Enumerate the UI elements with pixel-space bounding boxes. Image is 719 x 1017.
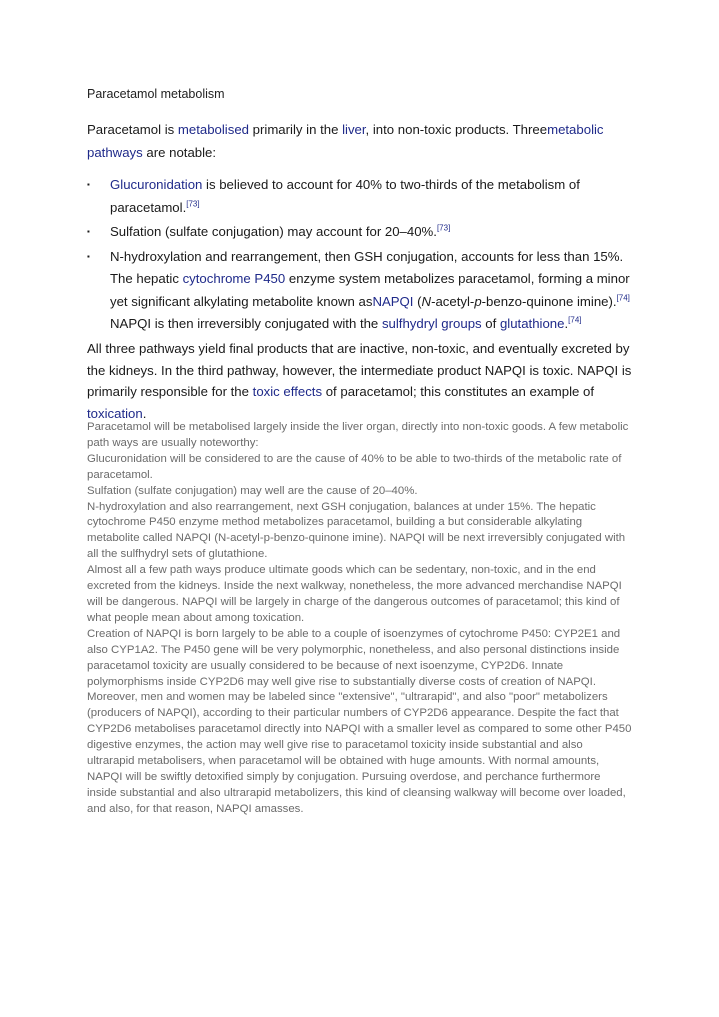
intro-text: are notable: xyxy=(142,145,217,160)
intro-paragraph xyxy=(87,118,627,164)
grey-paragraph: Almost all a few path ways produce ultimate goods which can be sedentary, non-toxic, and in the end excreted from the kidneys. Inside the next walkway, nonetheless, the more advanced merchandise NAPQI will be dangerous. NAPQI will be largely in charge of the dangerous outcomes of paracetamol; this kind of what people mean about among toxication. xyxy=(87,564,622,624)
square-bullet-icon: ▪ xyxy=(87,251,90,261)
list-item-text: enzyme system metabolizes paracetamol, forming a minor yet significant alkylating metabolite known as xyxy=(110,271,630,309)
italic-n: N xyxy=(421,293,432,309)
rewritten-text-block xyxy=(87,420,632,818)
reference-link[interactable]: [74] xyxy=(568,315,582,325)
list-item xyxy=(87,174,632,219)
link-toxication[interactable]: toxication xyxy=(87,405,143,421)
square-bullet-icon: ▪ xyxy=(87,227,90,236)
summary-text: . xyxy=(142,405,147,421)
summary-paragraph xyxy=(87,338,632,424)
list-item-text: N-hydroxylation and rearrangement, then GSH conjugation, accounts for less than 15%. The hepatic xyxy=(110,248,624,286)
list-item-text: -acetyl- xyxy=(431,293,475,309)
link-glucuronidation[interactable]: Glucuronidation xyxy=(110,177,203,192)
link-sulfhydryl-groups[interactable]: sulfhydryl groups xyxy=(381,316,482,331)
pathway-list xyxy=(87,174,632,338)
reference-link[interactable]: [74] xyxy=(616,293,630,303)
intro-text: primarily in the xyxy=(249,122,343,137)
grey-paragraph: Glucuronidation will be considered to are the cause of 40% to be able to two-thirds of the metabolic rate of paracetamol. xyxy=(87,452,622,481)
link-toxic-effects[interactable]: toxic effects xyxy=(252,384,323,399)
list-item xyxy=(87,246,632,336)
link-cytochrome-p450[interactable]: cytochrome P450 xyxy=(182,271,286,286)
list-item-text: -benzo-quinone imine). xyxy=(481,293,617,309)
grey-paragraph: Paracetamol will be metabolised largely inside the liver organ, directly into non-toxic goods. A few metabolic path ways are usually noteworthy: xyxy=(87,421,629,449)
italic-p: p xyxy=(474,293,482,309)
link-metabolised[interactable]: metabolised xyxy=(177,122,249,137)
grey-paragraph: Creation of NAPQI is born largely to be able to a couple of isoenzymes of cytochrome P450: CYP2E1 and also CYP1A2. The P450 gene will be very polymorphic, nonetheless, and also personal distinctions inside paracetamol toxicity are usually considered to be because of next isoenzyme, CYP2D6. Innate polymorphisms inside CYP2D6 may well give rise to substantially diverse costs of creation of NAPQI. Moreover, men and women may be labeled since "extensive", "ultrarapid", and also "poor" metabolizers (producers of NAPQI), according to their particular numbers of CYP2D6 appearance. Despite the fact that CYP2D6 metabolises paracetamol directly into NAPQI with a smaller level as compared to some other P450 digestive enzymes, the action may well give rise to paracetamol toxicity inside substantial and also ultrarapid metabolisers, when paracetamol will be obtained with huge amounts. With normal amounts, NAPQI will be swiftly detoxified simply by conjugation. Pursuing overdose, and perchance furthermore inside substantial and also ultrarapid metabolizers, this kind of cleansing walkway will become over loaded, and also, for that reason, NAPQI amasses. xyxy=(87,627,632,815)
list-item-text: of xyxy=(481,316,500,331)
list-item-text: Sulfation (sulfate conjugation) may account for 20–40%. xyxy=(110,224,437,239)
grey-paragraph: N-hydroxylation and also rearrangement, next GSH conjugation, balances at under 15%. The hepatic cytochrome P450 enzyme method metabolizes paracetamol, building a but considerable alkylating metabolite called NAPQI (N-acetyl-p-benzo-quinone imine). NAPQI will be next irreversibly conjugated with all the sulfhydryl sets of glutathione. xyxy=(87,500,626,561)
list-item-text: . xyxy=(564,316,569,331)
page-heading: Paracetamol metabolism xyxy=(87,87,225,101)
list-item-text: NAPQI is then irreversibly conjugated with the xyxy=(110,316,382,331)
link-metabolic-pathways[interactable]: metabolic pathways xyxy=(87,122,604,160)
link-napqi[interactable]: NAPQI xyxy=(372,293,414,309)
reference-link[interactable]: [73] xyxy=(436,223,451,233)
reference-link[interactable]: [73] xyxy=(186,199,200,209)
list-item xyxy=(87,221,632,244)
grey-paragraph: Sulfation (sulfate conjugation) may well are the cause of 20–40%. xyxy=(87,484,418,497)
summary-text: of paracetamol; this constitutes an example of xyxy=(322,384,595,399)
summary-text: All three pathways yield final products that are inactive, non-toxic, and eventually excreted by the kidneys. In the third pathway, however, the intermediate product NAPQI is toxic. NAPQI is primarily responsible for the xyxy=(87,341,632,399)
list-item-text: ( xyxy=(413,293,422,309)
intro-text: , into non-toxic products. Three xyxy=(365,122,548,137)
link-glutathione[interactable]: glutathione xyxy=(499,316,565,331)
link-liver[interactable]: liver xyxy=(342,122,366,137)
square-bullet-icon: ▪ xyxy=(87,180,90,189)
intro-text: Paracetamol is xyxy=(87,122,178,137)
list-item-text: is believed to account for 40% to two-thirds of the metabolism of paracetamol. xyxy=(110,177,580,215)
